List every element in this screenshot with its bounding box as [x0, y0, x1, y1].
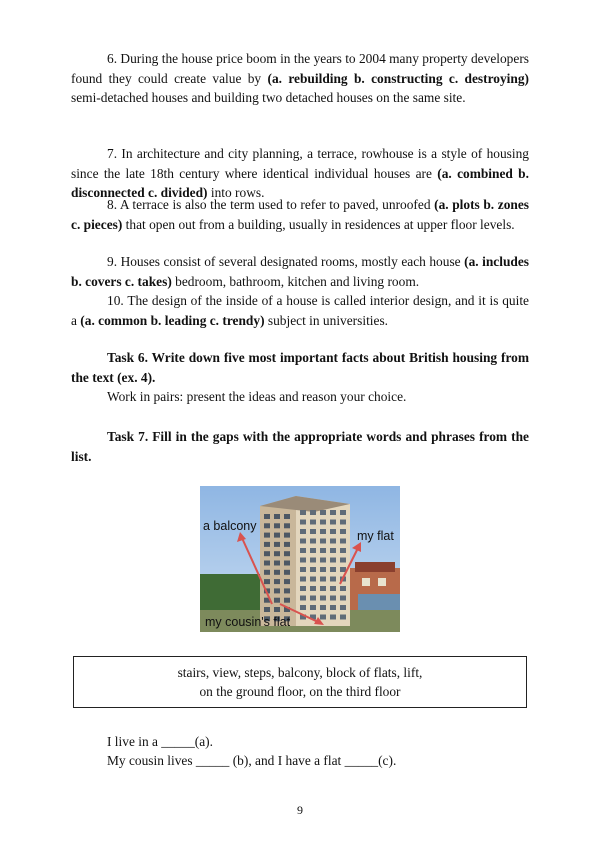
page-number: 9 [297, 803, 303, 817]
building-window [310, 596, 316, 601]
answer-options: (a. rebuilding b. constructing c. destroying) [267, 70, 529, 86]
building-window [340, 520, 346, 525]
building-window [340, 510, 346, 515]
building-window [310, 539, 316, 544]
exercise-item-9: 9. Houses consist of several designated rooms, mostly each house (a. includes b. covers c. takes) bedroom, bathroom, kitchen and living room. [71, 254, 529, 289]
building-window [330, 567, 336, 572]
building-window [320, 615, 326, 620]
building-window [330, 586, 336, 591]
building-window [310, 548, 316, 553]
building-window [320, 548, 326, 553]
building-window [300, 577, 306, 582]
building-window [340, 615, 346, 620]
apartment-building-illustration [200, 486, 400, 632]
building-window [300, 548, 306, 553]
label-a-balcony: a balcony [203, 519, 257, 533]
building-window [330, 529, 336, 534]
building-window [264, 533, 270, 538]
building-window [284, 588, 290, 593]
building-window [320, 529, 326, 534]
answer-options: (a. includes b. covers c. takes) [71, 254, 529, 289]
building-window [340, 567, 346, 572]
building-window [330, 548, 336, 553]
building-window [340, 605, 346, 610]
building-window [300, 567, 306, 572]
building-window [284, 579, 290, 584]
exercise-item-7: 7. In architecture and city planning, a terrace, rowhouse is a style of housing since the late 18th century where identical individual houses are (a. combined b. disconnected c. divided) into rows. [71, 146, 529, 201]
building-window [310, 520, 316, 525]
building-window [284, 551, 290, 556]
building-window [264, 551, 270, 556]
building-window [330, 605, 336, 610]
building-window [274, 523, 280, 528]
building-window [330, 615, 336, 620]
building-window [320, 558, 326, 563]
building-window [320, 539, 326, 544]
exercise-item-10: 10. The design of the inside of a house is called interior design, and it is quite a (a. common b. leading c. trendy) subject in universities. [71, 293, 529, 328]
building-window [330, 520, 336, 525]
word-list-line: stairs, view, steps, balcony, block of flats, lift, [177, 665, 423, 680]
building-window [274, 533, 280, 538]
building-window [310, 529, 316, 534]
building-window [300, 539, 306, 544]
building-window [264, 523, 270, 528]
building-window [274, 598, 280, 603]
building-window [284, 598, 290, 603]
building-window [320, 596, 326, 601]
apartment-building-figure [200, 486, 400, 632]
building-window [340, 529, 346, 534]
building-window [320, 567, 326, 572]
building-window [330, 510, 336, 515]
building-window [274, 551, 280, 556]
building-window [274, 579, 280, 584]
building-window [320, 510, 326, 515]
building-window [310, 586, 316, 591]
building-window [330, 539, 336, 544]
building-window [300, 520, 306, 525]
building-window [310, 577, 316, 582]
building-window [310, 567, 316, 572]
building-window [264, 542, 270, 547]
label-my-cousins-flat: my cousin's flat [205, 615, 291, 629]
building-window [320, 605, 326, 610]
building-window [330, 558, 336, 563]
task-6-instruction: Work in pairs: present the ideas and reason your choice. [107, 389, 407, 404]
label-my-flat: my flat [357, 529, 394, 543]
gap-sentence-bc: My cousin lives _____ (b), and I have a flat _____(c). [107, 753, 397, 768]
word-list-line: on the ground floor, on the third floor [199, 684, 401, 699]
building-window [274, 570, 280, 575]
building-window [274, 514, 280, 519]
building-window [310, 558, 316, 563]
building-window [340, 558, 346, 563]
task-6-heading: Task 6. Write down five most important facts about British housing from the text (ex. 4). [71, 350, 529, 385]
building-window [300, 510, 306, 515]
building-window [284, 561, 290, 566]
building-window [274, 561, 280, 566]
building-window [330, 577, 336, 582]
building-window [300, 586, 306, 591]
building-window [264, 561, 270, 566]
exercise-item-6: 6. During the house price boom in the years to 2004 many property developers found they could create value by (a. rebuilding b. constructing c. destroying) semi-detached houses and building two detached houses on the same site. [71, 51, 529, 106]
building-window [264, 607, 270, 612]
building-window [340, 539, 346, 544]
building-window [300, 558, 306, 563]
building-window [300, 596, 306, 601]
building-window [284, 570, 290, 575]
task-7-heading: Task 7. Fill in the gaps with the appropriate words and phrases from the list. [71, 429, 529, 464]
building-window [320, 520, 326, 525]
exercise-item-8: 8. A terrace is also the term used to refer to paved, unroofed (a. plots b. zones c. pieces) that open out from a building, usually in residences at upper floor levels. [71, 197, 529, 232]
building-window [274, 607, 280, 612]
gap-sentence-a: I live in a _____(a). [107, 734, 213, 749]
building-window [310, 510, 316, 515]
word-list-box [73, 656, 527, 708]
building-window [274, 588, 280, 593]
building-window [264, 514, 270, 519]
building-window [284, 514, 290, 519]
building-window [340, 586, 346, 591]
building-window [274, 542, 280, 547]
building-window [320, 577, 326, 582]
answer-options: (a. combined b. disconnected c. divided) [71, 165, 529, 201]
building-window [340, 548, 346, 553]
answer-options: (a. common b. leading c. trendy) [80, 312, 265, 328]
building-window [310, 605, 316, 610]
building-window [300, 605, 306, 610]
building-window [340, 596, 346, 601]
answer-options: (a. plots b. zones c. pieces) [71, 197, 529, 232]
building-window [330, 596, 336, 601]
building-window [284, 542, 290, 547]
building-window [300, 529, 306, 534]
building-window [264, 570, 270, 575]
building-window [264, 579, 270, 584]
building-window [284, 523, 290, 528]
building-window [320, 586, 326, 591]
building-window [284, 533, 290, 538]
